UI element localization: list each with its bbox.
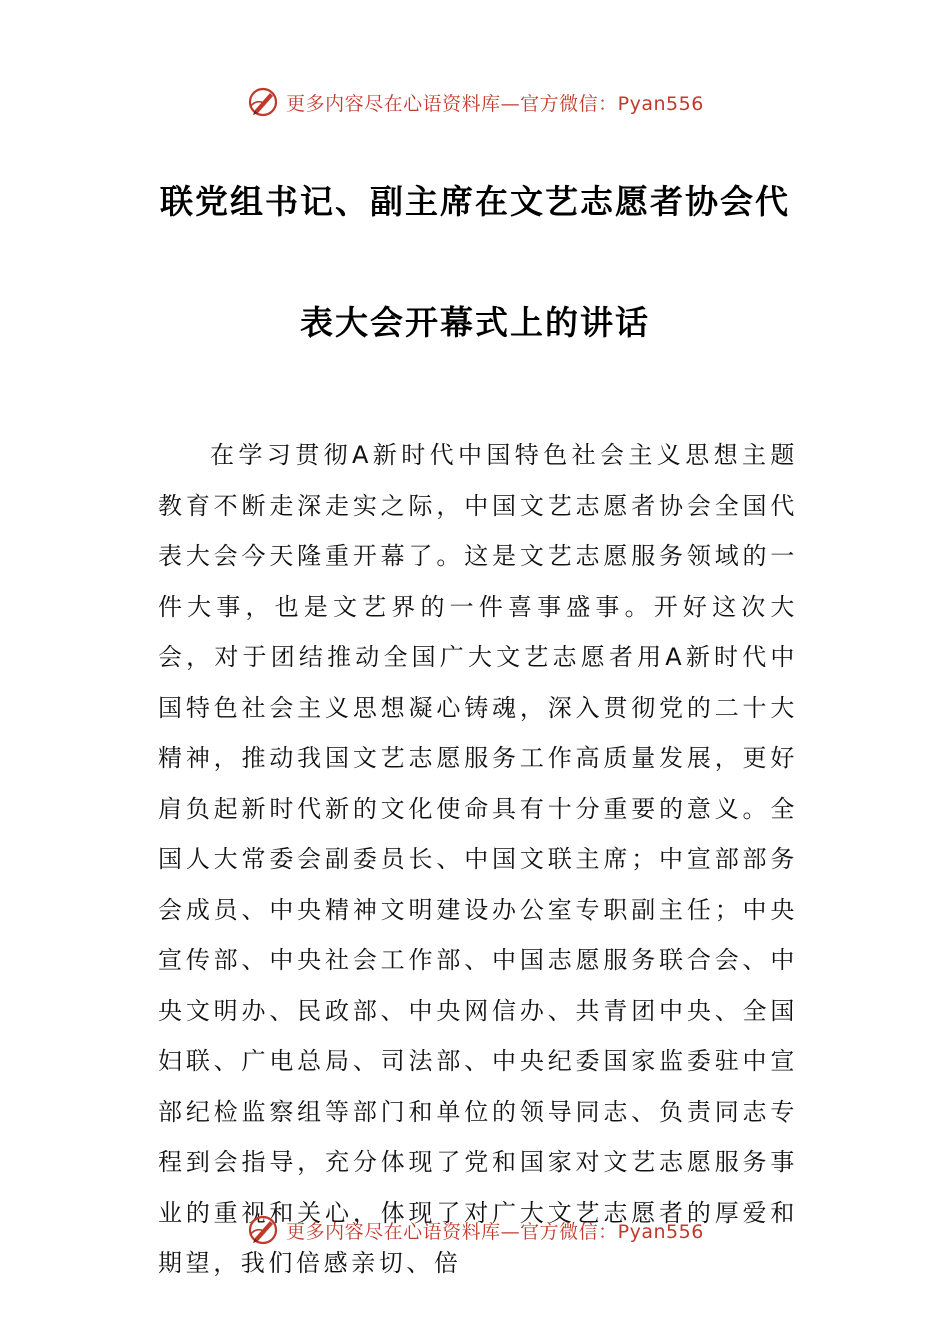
document-title-line-1: 联党组书记、副主席在文艺志愿者协会代 — [160, 182, 790, 221]
footer-watermark-text: 更多内容尽在心语资料库—官方微信：Pyan556 — [286, 1220, 704, 1243]
wechat-handle: Pyan556 — [617, 92, 704, 115]
document-title-line-2: 表大会开幕式上的讲话 — [300, 303, 650, 342]
header-watermark-text: 更多内容尽在心语资料库—官方微信：Pyan556 — [286, 92, 704, 115]
footer-watermark-banner — [0, 1210, 950, 1250]
wechat-handle: Pyan556 — [617, 1220, 704, 1243]
body-paragraph: 在学习贯彻A新时代中国特色社会主义思想主题教育不断走深走实之际，中国文艺志愿者协会全国代表大会今天隆重开幕了。这是文艺志愿服务领域的一件大事，也是文艺界的一件喜事盛事。开好这次大会，对于团结推动全国广大文艺志愿者用A新时代中国特色社会主义思想凝心铸魂，深入贯彻党的二十大精神，推动我国文艺志愿服务工作高质量发展，更好肩负起新时代新的文化使命具有十分重要的意义。全国人大常委会副委员长、中国文联主席；中宣部部务会成员、中央精神文明建设办公室专职副主任；中央宣传部、中央社会工作部、中国志愿服务联合会、中央文明办、民政部、中央网信办、共青团中央、全国妇联、广电总局、司法部、中央纪委国家监委驻中宣部纪检监察组等部门和单位的领导同志、负责同志专程到会指导，充分体现了党和国家对文艺志愿服务事业的重视和关心，体现了对广大文艺志愿者的厚爱和期望，我们倍感亲切、倍 — [158, 441, 798, 1277]
header-watermark-banner — [0, 82, 950, 122]
pen-logo-icon — [246, 1213, 280, 1247]
pen-logo-icon — [246, 85, 280, 119]
